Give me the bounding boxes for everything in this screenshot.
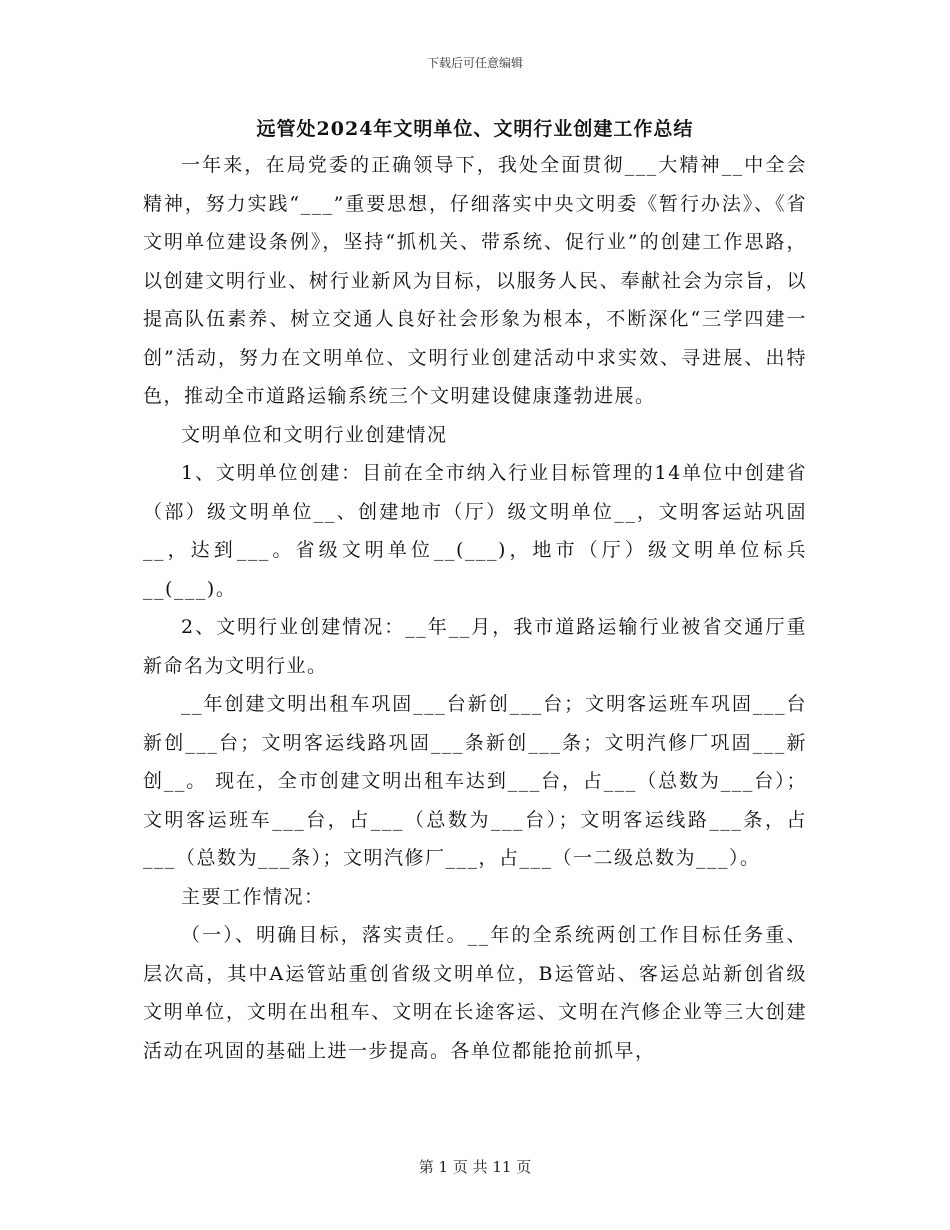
body-paragraph-unit-creation: 1、文明单位创建：目前在全市纳入行业目标管理的14单位中创建省（部）级文明单位__、创建地市（厅）级文明单位__，文明客运站巩固__，达到___。省级文明单位__(___)，地市（厅）级文明单位标兵__(___)。 bbox=[143, 462, 807, 600]
document-title: 远管处2024年文明单位、文明行业创建工作总结 bbox=[256, 118, 694, 140]
body-paragraph-goals: （一）、明确目标，落实责任。__年的全系统两创工作目标任务重、层次高，其中A运管站重创省级文明单位，B运管站、客运总站新创省级文明单位，文明在出租车、文明在长途客运、文明在汽修企业等三大创建活动在巩固的基础上进一步提高。各单位都能抢前抓早， bbox=[143, 924, 807, 1062]
body-paragraph-intro: 一年来，在局党委的正确领导下，我处全面贯彻___大精神__中全会精神，努力实践“___”重要思想，仔细落实中央文明委《暂行办法》、《省文明单位建设条例》，坚持“抓机关、带系统、促行业”的创建工作思路，以创建文明行业、树行业新风为目标，以服务人民、奉献社会为宗旨，以提高队伍素养、树立交通人良好社会形象为根本，不断深化“三学四建一创”活动，努力在文明单位、文明行业创建活动中求实效、寻进展、出特色，推动全市道路运输系统三个文明建设健康蓬勃进展。 bbox=[143, 154, 807, 407]
section-heading-creation-status: 文明单位和文明行业创建情况 bbox=[181, 423, 448, 446]
body-paragraph-vehicle-stats: __年创建文明出租车巩固___台新创___台；文明客运班车巩固___台新创___台；文明客运线路巩固___条新创___条；文明汽修厂巩固___新创__。 现在，全市创建文明出租车达到___台，占___（总数为___台）；文明客运班车___台，占___（总数为___台）；文明客运线路___条，占___（总数为___条）；文明汽修厂___，占___（一二级总数为___）。 bbox=[143, 693, 807, 869]
document-body bbox=[143, 146, 807, 1070]
page-header-note: 下载后可任意编辑 bbox=[426, 56, 523, 70]
body-paragraph-industry-creation: 2、文明行业创建情况：__年__月，我市道路运输行业被省交通厅重新命名为文明行业。 bbox=[143, 616, 807, 677]
page-number-footer: 第 1 页 共 11 页 bbox=[418, 1158, 532, 1176]
section-heading-main-work: 主要工作情况： bbox=[181, 885, 325, 908]
